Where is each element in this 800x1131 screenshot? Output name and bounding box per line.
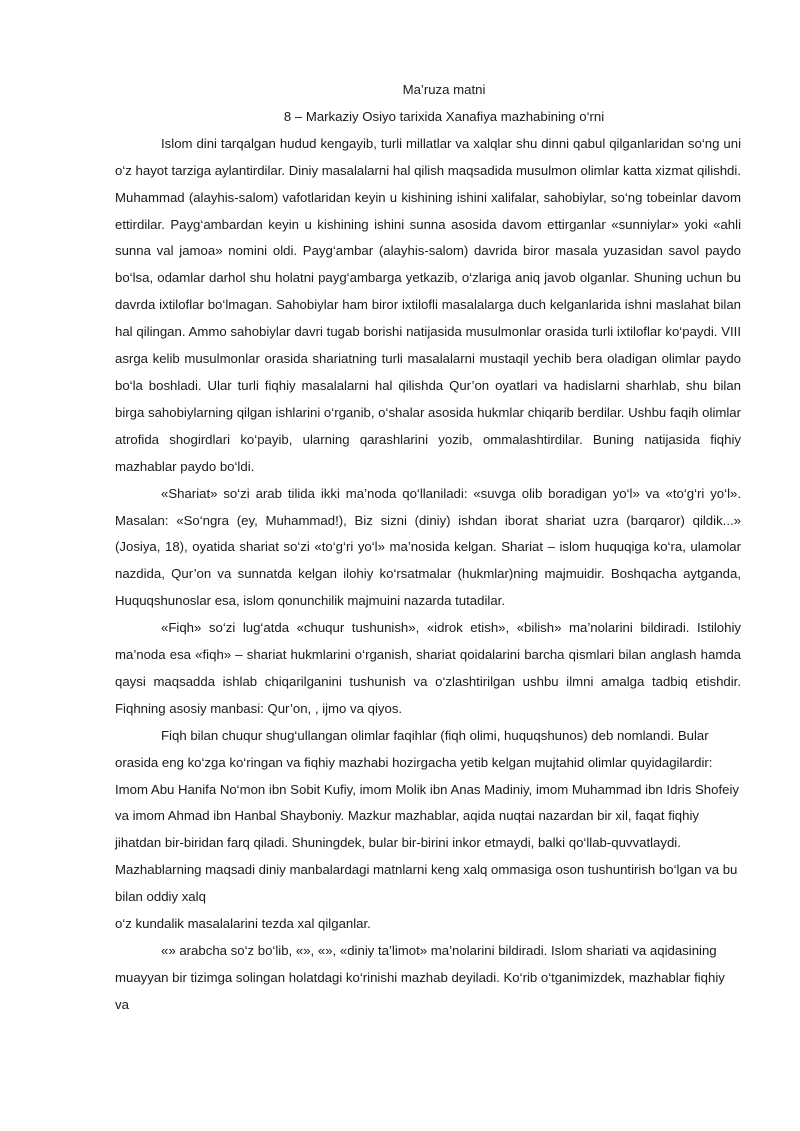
document-subtitle: 8 – Markaziy Osiyo tarixida Xanafiya mazhabining o‘rni [283,108,605,124]
paragraph-6: «» arabcha so‘z bo‘lib, «», «», «diniy ta’limot» ma’nolarini bildiradi. Islom shariati va aqidasining muayyan bir tizimga solingan holatdagi ko‘rinishi mazhab deyiladi. Ko‘rib o‘tganimizdek, mazhablar fiqhiy va [115,943,725,1012]
paragraph-1: Islom dini tarqalgan hudud kengayib, turli millatlar va xalqlar shu dinni qabul qilganlaridan so‘ng uni o‘z hayot tarziga aylantirdilar. Diniy masalalarni hal qilish maqsadida musulmon olimlar katta xizmat qilishdi. Muhammad (alayhis-salom) vafotlaridan keyin u kishining ishini xalifalar, sahobiylar, so‘ng tobeinlar davom ettirdilar. Payg‘ambardan keyin u kishining ishini sunna asosida davom ettirganlar «sunniylar» yoki «ahli sunna val jamoa» nomini oldi. Payg‘ambar (alayhis-salom) davrida biror masala yuzasidan savol paydo bo‘lsa, odamlar darhol shu holatni payg‘ambarga yetkazib, o‘zlariga aniq javob olganlar. Shuning uchun bu davrda ixtiloflar bo‘lmagan. Sahobiylar ham biror ixtilofli masalalarga duch kelganlarida ishni maslahat bilan hal qilingan. Ammo sahobiylar davri tugab borishi natijasida musulmonlar orasida turli ixtiloflar ko‘paydi. VIII asrga kelib musulmonlar orasida shariatning turli masalalarni mustaqil yechib bera oladigan olimlar paydo bo‘la boshladi. Ular turli fiqhiy masalalarni hal qilishda Qur’on oyatlari va hadislarni sharhlab, shu bilan birga sahobiylarning qilgan ishlarini o‘rganib, o‘shalar asosida hukmlar chiqarib berdilar. Ushbu faqih olimlar atrofida shogirdlari ko‘payib, ularning qarashlarini yozib, ommalashtirdilar. Buning natijasida fiqhiy mazhablar paydo bo‘ldi. [115,135,742,474]
document-title: Ma’ruza matni [402,82,486,97]
document-page [115,77,741,1019]
paragraph-4: Fiqh bilan chuqur shug‘ullangan olimlar faqihlar (fiqh olimi, huquqshunos) deb nomlandi. Bular orasida eng ko‘zga ko‘ringan va fiqhiy mazhabi hozirgacha yetib kelgan mujtahid olimlar quyidagilardir: Imom Abu Hanifa No‘mon ibn Sobit Kufiy, imom Molik ibn Anas Madiniy, imom Muhammad ibn Idris Shofeiy va imom Ahmad ibn Hanbal Shayboniy. Mazkur mazhablar, aqida nuqtai nazardan bir xil, faqat fiqhiy jihatdan bir-biridan farq qiladi. Shuningdek, bular bir-birini inkor etmaydi, balki qo‘llab-quvvatlaydi. Mazhablarning maqsadi diniy manbalardagi matnlarni keng xalq ommasiga oson tushuntirish bo‘lgan va bu bilan oddiy xalq [115,727,739,905]
paragraph-5: o‘z kundalik masalalarini tezda xal qilganlar. [115,916,371,932]
paragraph-3: «Fiqh» so‘zi lug‘atda «chuqur tushunish», «idrok etish», «bilish» ma’nolarini bildiradi. Istilohiy ma’noda esa «fiqh» – shariat hukmlarini o‘rganish, shariat qoidalarini barcha qismlari bilan anglash hamda qaysi maqsadda ishlab chiqarilganini tushunish va o‘zlashtirilgan ushbu ilmni amalga tadbiq etishdir. Fiqhning asosiy manbasi: Qur’on, , ijmo va qiyos. [115,620,741,716]
paragraph-2: «Shariat» so‘zi arab tilida ikki ma’noda qo‘llaniladi: «suvga olib boradigan yo‘l» va «to‘g‘ri yo‘l». Masalan: «So‘ngra (ey, Muhammad!), Biz sizni (diniy) ishdan iborat shariat uzra (barqaror) qildik...» (Josiya, 18), oyatida shariat so‘zi «to‘g‘ri yo‘l» ma’nosida kelgan. Shariat – islom huquqiga ko‘ra, ulamolar nazdida, Qur’on va sunnatda kelgan ilohiy ko‘rsatmalar (hukmlar)ning majmuidir. Boshqacha aytganda, Huquqshunoslar esa, islom qonunchilik majmuini nazarda tutadilar. [115,485,741,609]
